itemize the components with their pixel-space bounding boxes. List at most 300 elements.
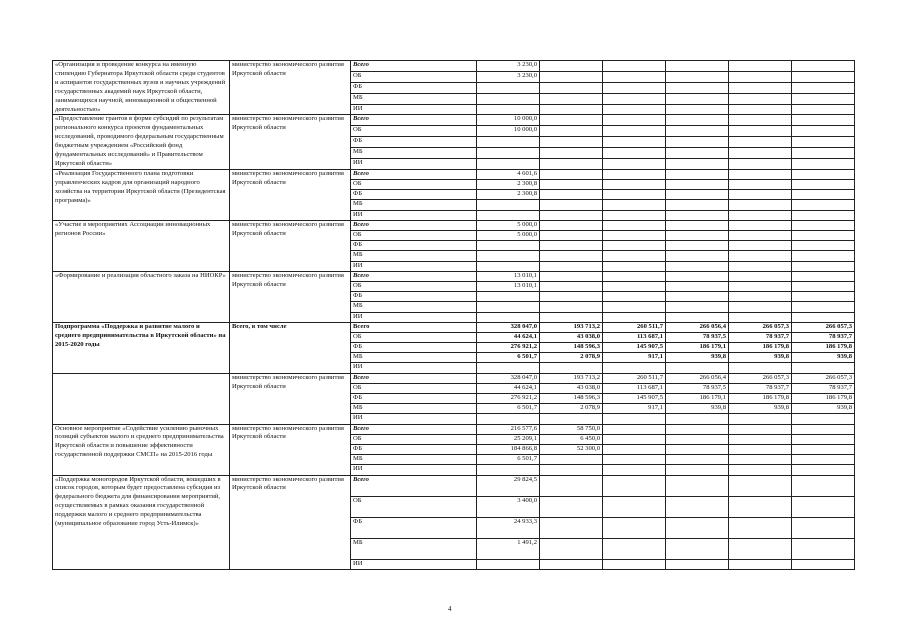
amount-cell: 1 491,2 — [477, 538, 540, 559]
amount-cell — [792, 200, 855, 210]
amount-cell — [792, 281, 855, 291]
amount-cell: 4 601,6 — [477, 169, 540, 179]
amount-cell — [792, 251, 855, 261]
amount-cell — [729, 424, 792, 434]
table-row — [53, 115, 855, 126]
amount-cell — [540, 517, 603, 538]
funding-source-label: Всего — [351, 475, 477, 496]
funding-source-label: ФБ — [351, 343, 477, 353]
amount-cell — [729, 71, 792, 82]
amount-cell — [729, 455, 792, 465]
amount-cell — [792, 231, 855, 241]
amount-cell: 10 000,0 — [477, 126, 540, 137]
amount-cell — [603, 465, 666, 475]
amount-cell — [477, 414, 540, 424]
funding-source-label: Всего — [351, 373, 477, 383]
funding-source-label: ФБ — [351, 517, 477, 538]
amount-cell — [666, 71, 729, 82]
funding-source-label: ИИ — [351, 465, 477, 475]
amount-cell — [540, 137, 603, 148]
amount-cell: 917,1 — [603, 404, 666, 414]
amount-cell — [477, 292, 540, 302]
amount-cell — [540, 414, 603, 424]
amount-cell: 939,8 — [729, 404, 792, 414]
amount-cell — [666, 559, 729, 569]
amount-cell — [540, 496, 603, 517]
amount-cell: 266 056,4 — [666, 322, 729, 332]
amount-cell: 5 000,0 — [477, 220, 540, 230]
amount-cell — [792, 61, 855, 72]
amount-cell: 78 937,5 — [666, 332, 729, 342]
amount-cell: 25 209,1 — [477, 434, 540, 444]
funding-source-label: ОБ — [351, 332, 477, 342]
amount-cell: 78 937,7 — [792, 383, 855, 393]
amount-cell: 939,8 — [729, 353, 792, 363]
amount-cell — [666, 363, 729, 373]
amount-cell — [729, 261, 792, 271]
amount-cell: 2 078,9 — [540, 404, 603, 414]
amount-cell — [477, 261, 540, 271]
amount-cell — [792, 93, 855, 104]
table-row — [53, 424, 855, 434]
amount-cell: 78 937,5 — [666, 383, 729, 393]
amount-cell — [792, 414, 855, 424]
amount-cell: 216 577,6 — [477, 424, 540, 434]
amount-cell — [666, 414, 729, 424]
amount-cell — [729, 281, 792, 291]
amount-cell: 193 713,2 — [540, 322, 603, 332]
amount-cell — [666, 538, 729, 559]
amount-cell — [603, 424, 666, 434]
table-row — [53, 220, 855, 230]
amount-cell — [540, 241, 603, 251]
amount-cell — [729, 93, 792, 104]
amount-cell — [729, 538, 792, 559]
amount-cell — [540, 292, 603, 302]
table-row — [53, 322, 855, 332]
amount-cell — [792, 148, 855, 159]
amount-cell — [666, 148, 729, 159]
amount-cell — [729, 231, 792, 241]
amount-cell: 148 596,3 — [540, 343, 603, 353]
amount-cell — [666, 169, 729, 179]
amount-cell — [792, 220, 855, 230]
amount-cell — [477, 241, 540, 251]
funding-source-label: ФБ — [351, 394, 477, 404]
amount-cell — [540, 93, 603, 104]
amount-cell — [603, 158, 666, 169]
funding-source-label: ФБ — [351, 190, 477, 200]
amount-cell — [603, 363, 666, 373]
amount-cell — [792, 82, 855, 93]
amount-cell — [477, 82, 540, 93]
amount-cell — [792, 271, 855, 281]
funding-source-label: МБ — [351, 353, 477, 363]
amount-cell: 145 907,5 — [603, 394, 666, 404]
amount-cell — [792, 538, 855, 559]
amount-cell: 78 937,7 — [729, 383, 792, 393]
amount-cell: 184 866,8 — [477, 444, 540, 454]
amount-cell — [603, 517, 666, 538]
amount-cell — [540, 251, 603, 261]
amount-cell — [666, 302, 729, 312]
amount-cell: 43 038,0 — [540, 383, 603, 393]
funding-source-label: МБ — [351, 302, 477, 312]
amount-cell — [792, 210, 855, 220]
funding-source-label: ОБ — [351, 126, 477, 137]
amount-cell: 266 057,3 — [792, 373, 855, 383]
amount-cell — [792, 559, 855, 569]
amount-cell: 939,8 — [666, 353, 729, 363]
amount-cell — [477, 302, 540, 312]
amount-cell — [540, 126, 603, 137]
amount-cell — [666, 137, 729, 148]
amount-cell — [729, 180, 792, 190]
amount-cell: 29 824,5 — [477, 475, 540, 496]
amount-cell — [729, 115, 792, 126]
amount-cell — [666, 251, 729, 261]
table-row — [53, 61, 855, 72]
amount-cell — [729, 559, 792, 569]
measure-title: «Участие в мероприятиях Ассоциации инновационных регионов России» — [53, 220, 230, 271]
amount-cell — [603, 302, 666, 312]
amount-cell — [603, 434, 666, 444]
amount-cell: 917,1 — [603, 353, 666, 363]
executor: министерство экономического развития Иркутской области — [230, 115, 351, 169]
amount-cell — [666, 158, 729, 169]
amount-cell — [603, 137, 666, 148]
amount-cell — [792, 475, 855, 496]
amount-cell — [729, 169, 792, 179]
amount-cell — [666, 465, 729, 475]
amount-cell — [729, 312, 792, 322]
amount-cell — [603, 292, 666, 302]
budget-table — [52, 60, 855, 570]
funding-source-label: Всего — [351, 424, 477, 434]
funding-source-label: Всего — [351, 220, 477, 230]
amount-cell — [540, 115, 603, 126]
funding-source-label: ИИ — [351, 414, 477, 424]
funding-source-label: Всего — [351, 271, 477, 281]
amount-cell: 6 501,7 — [477, 404, 540, 414]
amount-cell — [477, 559, 540, 569]
amount-cell: 10 000,0 — [477, 115, 540, 126]
measure-title: «Организация и проведение конкурса на именную стипендию Губернатора Иркутской области среди студентов и аспирантов государственных вузов и научных учреждений государственных академий наук Иркутской области, занимающихся научной, инновационной и общественной деятельностью» — [53, 61, 230, 115]
funding-source-label: МБ — [351, 455, 477, 465]
amount-cell: 939,8 — [792, 353, 855, 363]
amount-cell — [477, 104, 540, 115]
amount-cell — [666, 231, 729, 241]
funding-source-label: ОБ — [351, 71, 477, 82]
amount-cell — [540, 71, 603, 82]
table-row — [53, 271, 855, 281]
amount-cell — [729, 465, 792, 475]
amount-cell: 266 057,3 — [729, 322, 792, 332]
amount-cell — [792, 241, 855, 251]
amount-cell — [603, 271, 666, 281]
amount-cell — [729, 251, 792, 261]
amount-cell: 328 047,0 — [477, 373, 540, 383]
amount-cell — [792, 169, 855, 179]
amount-cell — [540, 465, 603, 475]
amount-cell — [792, 137, 855, 148]
executor: министерство экономического развития Иркутской области — [230, 475, 351, 569]
amount-cell — [540, 302, 603, 312]
amount-cell — [666, 180, 729, 190]
amount-cell: 2 078,9 — [540, 353, 603, 363]
amount-cell: 260 511,7 — [603, 373, 666, 383]
amount-cell — [729, 292, 792, 302]
page-number: 4 — [448, 605, 452, 613]
amount-cell — [729, 104, 792, 115]
funding-source-label: ФБ — [351, 137, 477, 148]
amount-cell — [792, 302, 855, 312]
amount-cell: 186 179,8 — [792, 343, 855, 353]
funding-source-label: ИИ — [351, 158, 477, 169]
amount-cell — [603, 231, 666, 241]
amount-cell: 6 501,7 — [477, 455, 540, 465]
amount-cell — [603, 444, 666, 454]
amount-cell: 186 179,8 — [729, 343, 792, 353]
amount-cell — [477, 210, 540, 220]
funding-source-label: Всего — [351, 322, 477, 332]
amount-cell — [540, 200, 603, 210]
amount-cell — [603, 475, 666, 496]
amount-cell — [540, 475, 603, 496]
amount-cell — [603, 169, 666, 179]
amount-cell — [729, 126, 792, 137]
amount-cell: 24 933,3 — [477, 517, 540, 538]
amount-cell: 44 624,1 — [477, 383, 540, 393]
funding-source-label: ОБ — [351, 231, 477, 241]
amount-cell — [603, 251, 666, 261]
amount-cell — [477, 363, 540, 373]
amount-cell — [603, 180, 666, 190]
amount-cell — [540, 82, 603, 93]
amount-cell — [603, 241, 666, 251]
amount-cell: 3 230,0 — [477, 71, 540, 82]
measure-title: «Формирование и реализация областного заказа на НИОКР» — [53, 271, 230, 322]
amount-cell: 5 000,0 — [477, 231, 540, 241]
amount-cell — [603, 61, 666, 72]
amount-cell: 276 921,2 — [477, 343, 540, 353]
amount-cell — [792, 444, 855, 454]
funding-source-label: Всего — [351, 115, 477, 126]
amount-cell: 113 687,1 — [603, 332, 666, 342]
funding-source-label: Всего — [351, 169, 477, 179]
funding-source-label: ОБ — [351, 180, 477, 190]
amount-cell — [477, 312, 540, 322]
amount-cell — [729, 210, 792, 220]
amount-cell — [729, 434, 792, 444]
amount-cell: 939,8 — [792, 404, 855, 414]
amount-cell — [666, 455, 729, 465]
amount-cell — [729, 200, 792, 210]
funding-source-label: ОБ — [351, 496, 477, 517]
executor: министерство экономического развития Иркутской области — [230, 271, 351, 322]
funding-source-label: Всего — [351, 61, 477, 72]
amount-cell — [477, 148, 540, 159]
amount-cell: 13 010,1 — [477, 281, 540, 291]
amount-cell — [792, 465, 855, 475]
funding-source-label: ИИ — [351, 363, 477, 373]
amount-cell — [603, 104, 666, 115]
amount-cell — [540, 148, 603, 159]
amount-cell — [792, 424, 855, 434]
amount-cell — [477, 93, 540, 104]
executor: Всего, в том числе — [230, 322, 351, 373]
amount-cell — [603, 312, 666, 322]
amount-cell — [792, 261, 855, 271]
amount-cell — [792, 434, 855, 444]
measure-title: Подпрограмма «Поддержка и развитие малого и среднего предпринимательства в Иркутской области» на 2015-2020 годы — [53, 322, 230, 373]
amount-cell — [603, 538, 666, 559]
amount-cell — [666, 444, 729, 454]
amount-cell — [729, 148, 792, 159]
amount-cell — [666, 61, 729, 72]
funding-source-label: ИИ — [351, 104, 477, 115]
amount-cell: 266 056,4 — [666, 373, 729, 383]
amount-cell: 186 179,8 — [729, 394, 792, 404]
measure-title — [53, 373, 230, 424]
amount-cell — [666, 496, 729, 517]
funding-source-label: ИИ — [351, 210, 477, 220]
amount-cell — [540, 231, 603, 241]
executor: министерство экономического развития Иркутской области — [230, 169, 351, 220]
funding-source-label: МБ — [351, 200, 477, 210]
amount-cell — [792, 292, 855, 302]
amount-cell — [792, 104, 855, 115]
amount-cell — [603, 200, 666, 210]
amount-cell — [666, 126, 729, 137]
amount-cell — [603, 71, 666, 82]
amount-cell — [603, 115, 666, 126]
amount-cell — [666, 424, 729, 434]
funding-source-label: МБ — [351, 404, 477, 414]
amount-cell — [603, 496, 666, 517]
amount-cell: 3 400,0 — [477, 496, 540, 517]
amount-cell — [729, 220, 792, 230]
amount-cell — [540, 169, 603, 179]
amount-cell — [792, 517, 855, 538]
amount-cell — [792, 126, 855, 137]
amount-cell — [729, 158, 792, 169]
amount-cell — [603, 414, 666, 424]
amount-cell — [666, 241, 729, 251]
amount-cell — [729, 190, 792, 200]
amount-cell — [603, 281, 666, 291]
amount-cell — [540, 312, 603, 322]
funding-source-label: МБ — [351, 538, 477, 559]
amount-cell — [729, 363, 792, 373]
amount-cell: 52 300,0 — [540, 444, 603, 454]
amount-cell: 58 750,0 — [540, 424, 603, 434]
amount-cell — [540, 180, 603, 190]
amount-cell — [666, 115, 729, 126]
amount-cell — [666, 434, 729, 444]
funding-source-label: ИИ — [351, 261, 477, 271]
amount-cell — [540, 559, 603, 569]
amount-cell — [792, 312, 855, 322]
amount-cell — [666, 93, 729, 104]
amount-cell — [666, 190, 729, 200]
amount-cell: 186 179,1 — [666, 394, 729, 404]
amount-cell — [666, 281, 729, 291]
amount-cell — [477, 465, 540, 475]
amount-cell — [540, 261, 603, 271]
measure-title: «Предоставление грантов в форме субсидий по результатам регионального конкурса проектов фундаментальных исследований, проводимого федеральным государственным бюджетным учреждением «Российский фонд фундаментальных исследований» и Правительством Иркутской области» — [53, 115, 230, 169]
amount-cell — [729, 82, 792, 93]
amount-cell — [540, 538, 603, 559]
amount-cell — [603, 82, 666, 93]
amount-cell — [603, 93, 666, 104]
amount-cell — [540, 190, 603, 200]
funding-source-label: ФБ — [351, 444, 477, 454]
amount-cell: 43 038,0 — [540, 332, 603, 342]
amount-cell: 186 179,8 — [792, 394, 855, 404]
amount-cell — [666, 200, 729, 210]
amount-cell — [477, 200, 540, 210]
amount-cell: 113 687,1 — [603, 383, 666, 393]
amount-cell — [603, 455, 666, 465]
amount-cell — [603, 210, 666, 220]
executor: министерство экономического развития Иркутской области — [230, 373, 351, 424]
amount-cell — [792, 158, 855, 169]
amount-cell — [540, 210, 603, 220]
amount-cell — [666, 312, 729, 322]
funding-source-label: ИИ — [351, 312, 477, 322]
amount-cell — [792, 190, 855, 200]
funding-source-label: ИИ — [351, 559, 477, 569]
amount-cell — [729, 517, 792, 538]
amount-cell: 78 937,7 — [792, 332, 855, 342]
table-row — [53, 475, 855, 496]
amount-cell: 186 179,1 — [666, 343, 729, 353]
amount-cell — [729, 241, 792, 251]
amount-cell — [729, 271, 792, 281]
amount-cell — [540, 220, 603, 230]
amount-cell: 148 596,3 — [540, 394, 603, 404]
amount-cell: 13 010,1 — [477, 271, 540, 281]
amount-cell — [729, 137, 792, 148]
amount-cell: 328 047,0 — [477, 322, 540, 332]
amount-cell — [603, 126, 666, 137]
table-row — [53, 169, 855, 179]
amount-cell: 266 057,3 — [729, 373, 792, 383]
amount-cell — [540, 455, 603, 465]
amount-cell — [729, 444, 792, 454]
amount-cell — [603, 148, 666, 159]
amount-cell — [666, 210, 729, 220]
measure-title: Основное мероприятие «Содействие усилению рыночных позиций субъектов малого и среднего предпринимательства Иркутской области и повышение эффективности государственной поддержки СМСП» на 2015-2016 годы — [53, 424, 230, 475]
amount-cell: 6 501,7 — [477, 353, 540, 363]
table-row — [53, 373, 855, 383]
amount-cell — [729, 61, 792, 72]
amount-cell: 6 450,0 — [540, 434, 603, 444]
funding-source-label: ОБ — [351, 434, 477, 444]
amount-cell — [666, 292, 729, 302]
amount-cell — [666, 271, 729, 281]
funding-source-label: ФБ — [351, 292, 477, 302]
amount-cell — [666, 517, 729, 538]
amount-cell: 2 300,8 — [477, 190, 540, 200]
amount-cell: 276 921,2 — [477, 394, 540, 404]
amount-cell: 78 937,7 — [729, 332, 792, 342]
amount-cell — [540, 363, 603, 373]
amount-cell — [729, 475, 792, 496]
executor: министерство экономического развития Иркутской области — [230, 220, 351, 271]
amount-cell — [666, 261, 729, 271]
